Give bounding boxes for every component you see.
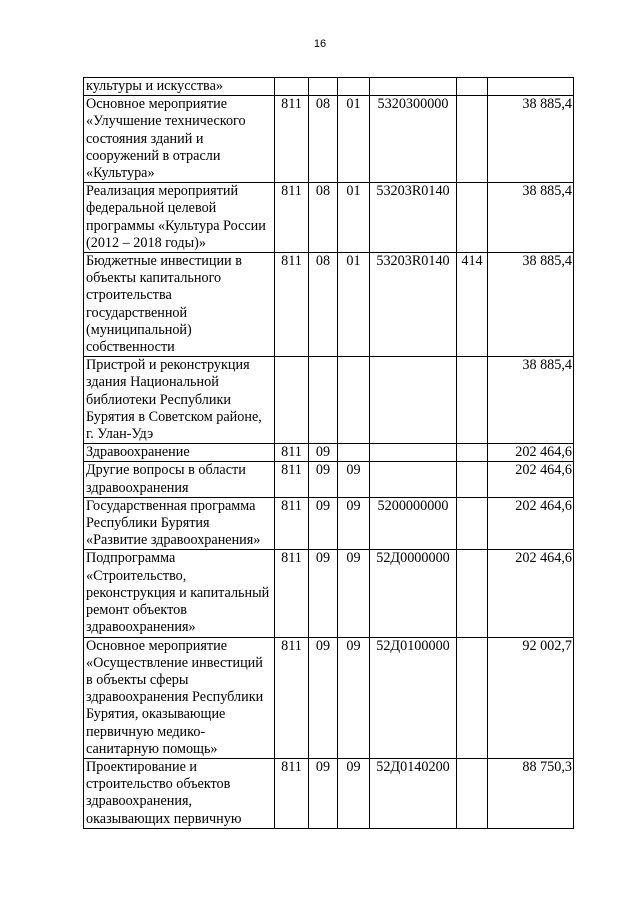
table-row <box>84 444 574 462</box>
item-name-cell: культуры и искусства» <box>84 78 275 96</box>
item-name-cell: Другие вопросы в области здравоохранения <box>84 462 275 497</box>
amount-cell: 92 002,7 <box>488 637 574 758</box>
ministry-code-cell: 811 <box>275 444 309 462</box>
table-row <box>84 253 574 357</box>
ministry-code-cell <box>275 78 309 96</box>
subsection-code-cell: 09 <box>338 637 370 758</box>
table-row <box>84 550 574 637</box>
amount-cell: 202 464,6 <box>488 444 574 462</box>
item-name-cell: Государственная программа Республики Бурятия «Развитие здравоохранения» <box>84 497 275 550</box>
ministry-code-cell: 811 <box>275 462 309 497</box>
subsection-code-cell: 01 <box>338 183 370 253</box>
amount-cell: 38 885,4 <box>488 96 574 183</box>
subsection-code-cell: 09 <box>338 462 370 497</box>
table-row <box>84 637 574 758</box>
item-name-cell: Реализация мероприятий федеральной целевой программы «Культура России (2012 – 2018 годы)» <box>84 183 275 253</box>
section-code-cell: 08 <box>309 183 338 253</box>
expense-type-cell <box>457 96 488 183</box>
table-row <box>84 78 574 96</box>
target-article-cell <box>370 357 457 444</box>
section-code-cell: 09 <box>309 444 338 462</box>
ministry-code-cell: 811 <box>275 96 309 183</box>
expense-type-cell <box>457 444 488 462</box>
budget-table-body <box>84 78 574 829</box>
amount-cell: 38 885,4 <box>488 253 574 357</box>
target-article-cell: 53203R0140 <box>370 183 457 253</box>
section-code-cell: 09 <box>309 462 338 497</box>
expense-type-cell <box>457 357 488 444</box>
ministry-code-cell: 811 <box>275 183 309 253</box>
target-article-cell: 52Д0100000 <box>370 637 457 758</box>
subsection-code-cell <box>338 444 370 462</box>
amount-cell: 202 464,6 <box>488 462 574 497</box>
table-row <box>84 96 574 183</box>
item-name-cell: Подпрограмма «Строительство, реконструкция и капитальный ремонт объектов здравоохранения» <box>84 550 275 637</box>
target-article-cell <box>370 444 457 462</box>
target-article-cell <box>370 78 457 96</box>
ministry-code-cell: 811 <box>275 253 309 357</box>
ministry-code-cell <box>275 357 309 444</box>
target-article-cell: 52Д0000000 <box>370 550 457 637</box>
section-code-cell: 09 <box>309 497 338 550</box>
amount-cell: 38 885,4 <box>488 357 574 444</box>
subsection-code-cell: 01 <box>338 253 370 357</box>
target-article-cell <box>370 462 457 497</box>
section-code-cell: 08 <box>309 253 338 357</box>
item-name-cell: Основное мероприятие «Улучшение технического состояния зданий и сооружений в отрасли «Культура» <box>84 96 275 183</box>
table-row <box>84 462 574 497</box>
expense-type-cell <box>457 78 488 96</box>
item-name-cell: Основное мероприятие «Осуществление инвестиций в объекты сферы здравоохранения Республики Бурятия, оказывающие первичную медико-санитарную помощь» <box>84 637 275 758</box>
section-code-cell: 08 <box>309 96 338 183</box>
expense-type-cell <box>457 637 488 758</box>
target-article-cell: 52Д0140200 <box>370 758 457 828</box>
item-name-cell: Здравоохранение <box>84 444 275 462</box>
budget-table <box>83 77 574 829</box>
ministry-code-cell: 811 <box>275 497 309 550</box>
table-row <box>84 758 574 828</box>
section-code-cell: 09 <box>309 637 338 758</box>
ministry-code-cell: 811 <box>275 758 309 828</box>
subsection-code-cell <box>338 78 370 96</box>
amount-cell <box>488 78 574 96</box>
item-name-cell: Пристрой и реконструкция здания Национальной библиотеки Республики Бурятия в Советском районе, г. Улан-Удэ <box>84 357 275 444</box>
table-row <box>84 183 574 253</box>
amount-cell: 202 464,6 <box>488 550 574 637</box>
target-article-cell: 5200000000 <box>370 497 457 550</box>
target-article-cell: 5320300000 <box>370 96 457 183</box>
item-name-cell: Бюджетные инвестиции в объекты капитального строительства государственной (муниципальной) собственности <box>84 253 275 357</box>
ministry-code-cell: 811 <box>275 550 309 637</box>
amount-cell: 88 750,3 <box>488 758 574 828</box>
subsection-code-cell: 01 <box>338 96 370 183</box>
expense-type-cell <box>457 758 488 828</box>
amount-cell: 38 885,4 <box>488 183 574 253</box>
expense-type-cell <box>457 497 488 550</box>
ministry-code-cell: 811 <box>275 637 309 758</box>
page-number: 16 <box>313 38 327 50</box>
target-article-cell: 53203R0140 <box>370 253 457 357</box>
subsection-code-cell <box>338 357 370 444</box>
subsection-code-cell: 09 <box>338 550 370 637</box>
expense-type-cell <box>457 462 488 497</box>
section-code-cell <box>309 78 338 96</box>
expense-type-cell: 414 <box>457 253 488 357</box>
expense-type-cell <box>457 550 488 637</box>
section-code-cell <box>309 357 338 444</box>
table-row <box>84 497 574 550</box>
item-name-cell: Проектирование и строительство объектов здравоохранения, оказывающих первичную <box>84 758 275 828</box>
table-row <box>84 357 574 444</box>
amount-cell: 202 464,6 <box>488 497 574 550</box>
section-code-cell: 09 <box>309 550 338 637</box>
subsection-code-cell: 09 <box>338 497 370 550</box>
subsection-code-cell: 09 <box>338 758 370 828</box>
expense-type-cell <box>457 183 488 253</box>
section-code-cell: 09 <box>309 758 338 828</box>
